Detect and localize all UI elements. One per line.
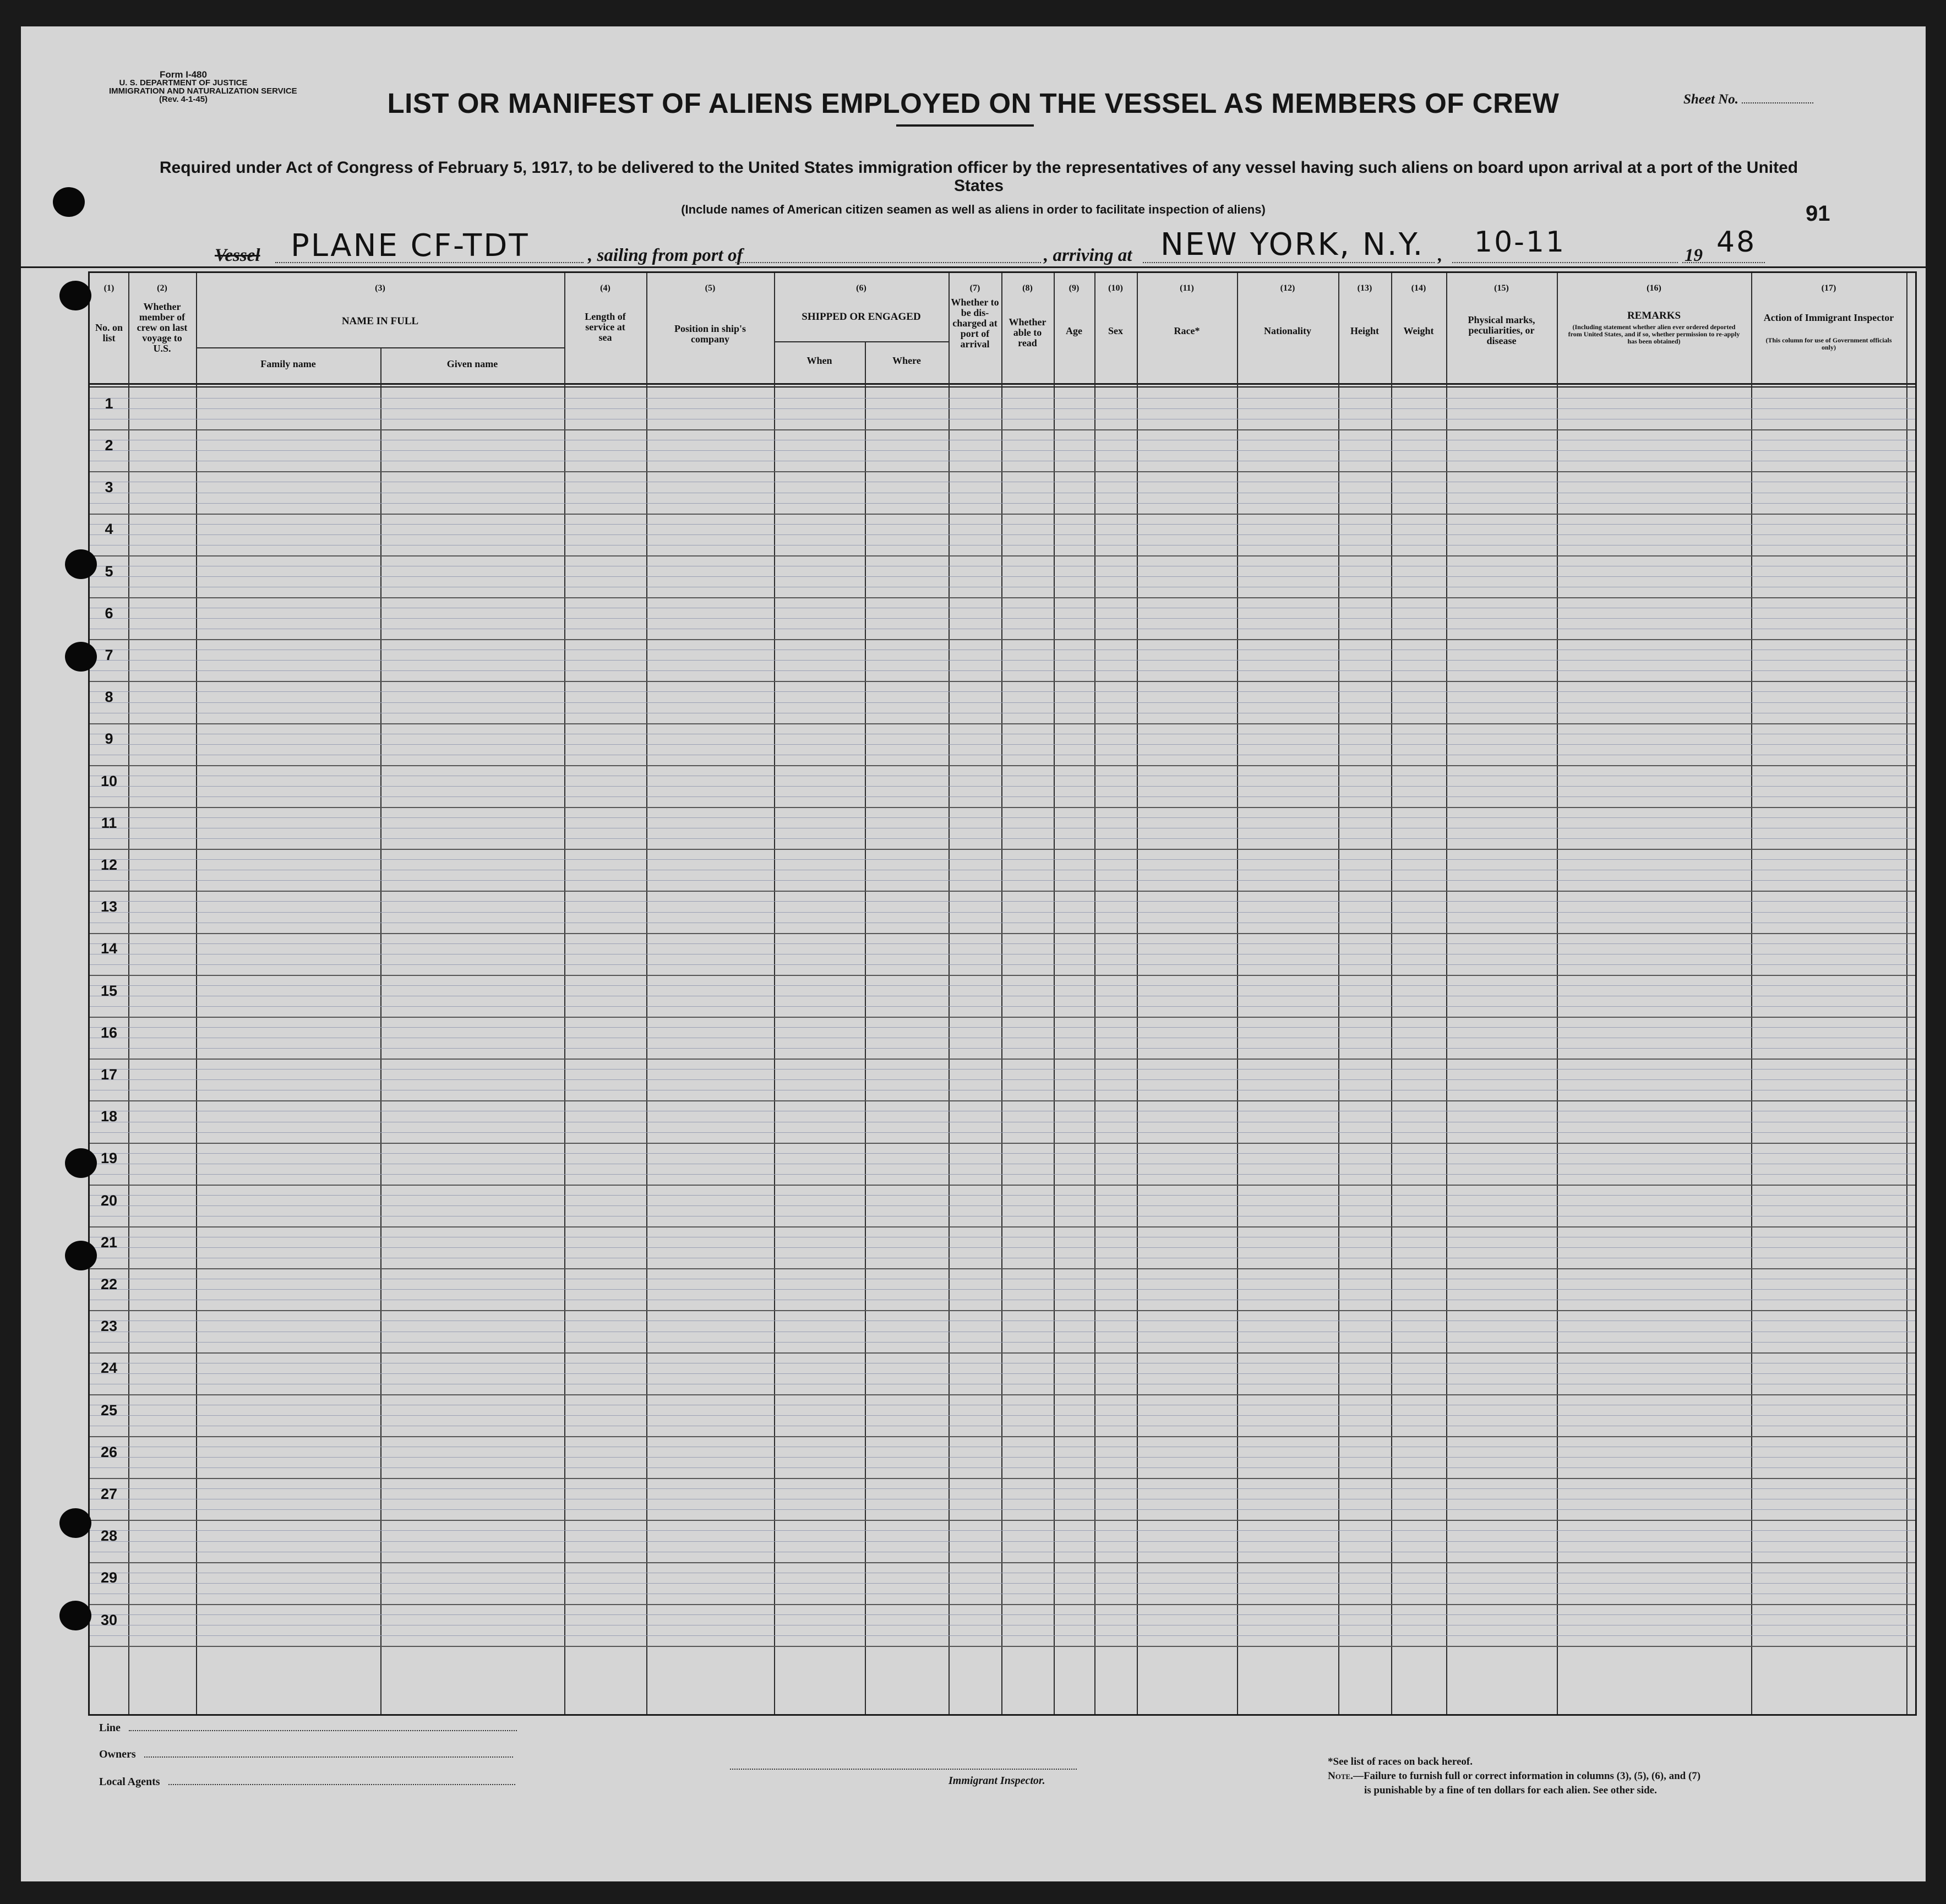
col8-label: Whether able to read xyxy=(1009,317,1046,348)
form-service: IMMIGRATION AND NATURALIZATION SERVICE xyxy=(109,86,297,96)
col-divider-12 xyxy=(1338,273,1339,1714)
row-number: 29 xyxy=(100,1569,118,1586)
row-rule xyxy=(90,1541,1915,1542)
row-rule xyxy=(90,975,1915,976)
row-number: 11 xyxy=(101,814,117,831)
row-rule xyxy=(90,1436,1915,1437)
owners-input[interactable] xyxy=(144,1755,513,1758)
col-divider-2 xyxy=(196,273,197,1714)
row-rule xyxy=(90,1488,1915,1489)
year-handwritten[interactable]: 48 xyxy=(1716,226,1757,259)
col8-number: (8) xyxy=(1022,283,1033,293)
col5-label: Position in ship's company xyxy=(674,323,746,345)
row-rule xyxy=(90,1143,1915,1144)
vessel-line xyxy=(21,226,1926,274)
col14-label: Weight xyxy=(1403,325,1434,336)
col-divider-6a xyxy=(865,342,866,1714)
row-rule xyxy=(90,576,1915,577)
row-number: 4 xyxy=(105,521,113,538)
row-rule xyxy=(90,1017,1915,1018)
include-note: (Include names of American citizen seamen as well as aliens in order to facilitate inspection of aliens) xyxy=(681,203,1266,216)
row-number: 24 xyxy=(100,1360,118,1377)
col12-label: Nationality xyxy=(1263,325,1311,336)
row-rule xyxy=(90,471,1915,472)
col3-number: (3) xyxy=(375,283,385,293)
race-note: *See list of races on back hereof. xyxy=(1328,1756,1473,1767)
comma: , xyxy=(1438,245,1443,265)
binder-hole xyxy=(53,187,85,217)
col-divider-9 xyxy=(1094,273,1095,1714)
row-rule xyxy=(90,660,1915,661)
row-rule xyxy=(90,744,1915,745)
row-rule xyxy=(90,786,1915,787)
col11-label: Race* xyxy=(1174,325,1200,336)
row-rule xyxy=(90,524,1915,525)
col-divider-7 xyxy=(1001,273,1002,1714)
row-number: 15 xyxy=(100,982,118,999)
row-rule xyxy=(90,534,1915,535)
binder-hole xyxy=(65,642,97,672)
row-rule xyxy=(90,1635,1915,1636)
row-rule xyxy=(90,450,1915,451)
row-rule xyxy=(90,723,1915,724)
row-rule xyxy=(90,1069,1915,1070)
when-header: When xyxy=(806,355,832,366)
row-rule xyxy=(90,597,1915,598)
col-divider-11 xyxy=(1237,273,1238,1714)
col-divider-4 xyxy=(646,273,647,1714)
row-number: 26 xyxy=(100,1443,118,1460)
row-rule xyxy=(90,849,1915,850)
owners-label: Owners xyxy=(99,1748,136,1760)
binder-hole xyxy=(65,549,97,579)
row-rule xyxy=(90,639,1915,640)
col17-sublabel: (This column for use of Government officials only) xyxy=(1765,336,1892,351)
row-rule xyxy=(90,1583,1915,1584)
row-rule xyxy=(90,1614,1915,1615)
agents-label: Local Agents xyxy=(99,1776,160,1788)
row-rule xyxy=(90,1394,1915,1395)
row-rule xyxy=(90,1079,1915,1080)
col-divider-6 xyxy=(949,273,950,1714)
col13-number: (13) xyxy=(1357,283,1372,293)
row-number: 1 xyxy=(105,395,113,412)
note-label: Note. xyxy=(1328,1770,1353,1782)
footer-line-field[interactable] xyxy=(99,1722,517,1734)
row-rule xyxy=(90,817,1915,818)
row-number: 9 xyxy=(105,730,113,748)
header-bottom-rule-2 xyxy=(90,386,1915,388)
row-rule xyxy=(90,1195,1915,1196)
row-rule xyxy=(90,1562,1915,1563)
requirement-statement: Required under Act of Congress of February 5, 1917, to be delivered to the United States immigration officer by the representatives of any vessel having such aliens on board upon arrival at a port of the United States xyxy=(159,159,1798,195)
col16-label: REMARKS xyxy=(1627,310,1681,321)
page-number: 91 xyxy=(1806,201,1830,226)
given-name-header: Given name xyxy=(446,358,498,369)
line-label: Line xyxy=(99,1722,121,1734)
row-number: 22 xyxy=(100,1275,118,1292)
inspector-signature-input[interactable] xyxy=(730,1767,1077,1770)
row-rule xyxy=(90,1478,1915,1479)
row-rule xyxy=(90,1153,1915,1154)
arriving-port-handwritten[interactable]: NEW YORK, N.Y. xyxy=(1160,227,1425,263)
row-rule xyxy=(90,859,1915,860)
col1-number: (1) xyxy=(103,283,115,293)
col17-label: Action of Immigrant Inspector xyxy=(1763,312,1894,323)
inspector-label: Immigrant Inspector. xyxy=(949,1775,1045,1787)
col4-number: (4) xyxy=(600,283,610,293)
row-number: 25 xyxy=(100,1401,118,1419)
row-rule xyxy=(90,681,1915,682)
col15-label: Physical marks, peculiarities, or disease xyxy=(1468,314,1535,346)
col-divider-3 xyxy=(564,273,565,1714)
row-number: 19 xyxy=(100,1150,118,1167)
row-rule xyxy=(90,1509,1915,1510)
row-rule xyxy=(90,1520,1915,1521)
binder-hole xyxy=(65,1241,97,1270)
penalty-note xyxy=(1328,1770,1700,1782)
col15-number: (15) xyxy=(1494,283,1509,293)
row-rule xyxy=(90,1604,1915,1605)
row-number: 30 xyxy=(100,1611,118,1628)
row-rule xyxy=(90,765,1915,766)
row-rule xyxy=(90,1342,1915,1343)
row-rule xyxy=(90,408,1915,409)
header-rule xyxy=(21,266,1926,268)
arriving-label: , arriving at xyxy=(1044,245,1132,265)
row-rule xyxy=(90,1174,1915,1175)
row-rule xyxy=(90,1289,1915,1290)
row-number: 7 xyxy=(105,646,113,663)
row-number: 16 xyxy=(100,1024,118,1041)
row-number: 23 xyxy=(100,1318,118,1335)
row-rule xyxy=(90,1226,1915,1227)
col1-label: No. on list xyxy=(95,322,123,343)
row-number: 20 xyxy=(100,1192,118,1209)
binder-hole xyxy=(65,1148,97,1178)
col-divider-14 xyxy=(1446,273,1447,1714)
row-rule xyxy=(90,1006,1915,1007)
row-rule xyxy=(90,838,1915,839)
manifest-sheet xyxy=(21,26,1926,1881)
row-rule xyxy=(90,1059,1915,1060)
row-rule xyxy=(90,691,1915,692)
row-rule xyxy=(90,1205,1915,1206)
row-rule xyxy=(90,503,1915,504)
row-rule xyxy=(90,429,1915,430)
page-title: LIST OR MANIFEST OF ALIENS EMPLOYED ON THE VESSEL AS MEMBERS OF CREW xyxy=(387,88,1560,119)
row-rule xyxy=(90,1310,1915,1311)
row-number: 2 xyxy=(105,437,113,454)
binder-hole xyxy=(59,281,91,310)
row-rule xyxy=(90,891,1915,892)
col3-label: NAME IN FULL xyxy=(341,315,419,327)
col7-number: (7) xyxy=(969,283,980,293)
col-divider-8 xyxy=(1054,273,1055,1714)
binder-hole xyxy=(59,1508,91,1538)
row-number: 12 xyxy=(100,856,118,873)
col9-label: Age xyxy=(1066,325,1082,336)
row-rule xyxy=(90,1027,1915,1028)
row-rule xyxy=(90,912,1915,913)
row-rule xyxy=(90,964,1915,965)
row-number: 8 xyxy=(105,689,113,706)
row-rule xyxy=(90,880,1915,881)
vessel-label: Vessel xyxy=(215,245,260,265)
row-rule xyxy=(90,670,1915,671)
date-handwritten[interactable]: 10-11 xyxy=(1474,226,1566,259)
col9-number: (9) xyxy=(1069,283,1080,293)
col13-label: Height xyxy=(1350,325,1379,336)
col-divider-17 xyxy=(1906,273,1907,1714)
row-rule xyxy=(90,901,1915,902)
row-number: 28 xyxy=(100,1527,118,1545)
shipped-subheader-rule xyxy=(774,341,949,342)
row-rule xyxy=(90,985,1915,986)
row-number: 21 xyxy=(100,1234,118,1251)
title-underline xyxy=(896,124,1034,127)
col5-number: (5) xyxy=(705,283,716,293)
row-rule xyxy=(90,1185,1915,1186)
row-number: 13 xyxy=(100,898,118,915)
col4-label: Length of service at sea xyxy=(585,311,626,343)
col16-sublabel: (Including statement whether alien ever ordered deported from United States, and if so, whether permission to re-apply has been obtained) xyxy=(1568,323,1740,345)
col-divider-15 xyxy=(1557,273,1558,1714)
where-header: Where xyxy=(892,355,921,366)
row-rule xyxy=(90,555,1915,557)
row-number: 27 xyxy=(100,1485,118,1502)
col10-label: Sex xyxy=(1108,325,1123,336)
sailing-port-field[interactable] xyxy=(735,261,1041,263)
row-rule xyxy=(90,1457,1915,1458)
row-rule xyxy=(90,1373,1915,1374)
form-number: Form I-480 xyxy=(160,69,207,80)
row-rule xyxy=(90,514,1915,515)
row-rule xyxy=(90,398,1915,399)
col11-number: (11) xyxy=(1180,283,1194,293)
col-divider-16 xyxy=(1751,273,1752,1714)
col10-number: (10) xyxy=(1108,283,1123,293)
row-number: 10 xyxy=(100,772,118,789)
note-text: —Failure to furnish full or correct information in columns (3), (5), (6), and (7) xyxy=(1353,1770,1701,1782)
name-subheader-rule xyxy=(196,347,564,348)
form-revision: (Rev. 4-1-45) xyxy=(159,95,208,104)
line-input[interactable] xyxy=(129,1729,517,1731)
col-divider-5 xyxy=(774,273,775,1714)
row-rule xyxy=(90,1467,1915,1468)
col-divider-10 xyxy=(1137,273,1138,1714)
row-number: 3 xyxy=(105,479,113,496)
inspector-signature-line[interactable] xyxy=(730,1760,1077,1773)
year-prefix: 19 xyxy=(1685,245,1703,265)
date-field-line xyxy=(1452,261,1678,263)
sailing-label: , sailing from port of xyxy=(588,245,743,265)
row-rule xyxy=(90,1268,1915,1269)
family-name-header: Family name xyxy=(260,358,316,369)
header-bottom-rule xyxy=(90,383,1915,385)
sheet-label: Sheet No. xyxy=(1683,92,1738,107)
row-number: 5 xyxy=(105,563,113,580)
col2-label: Whether member of crew on last voyage to U.S. xyxy=(137,301,188,354)
row-rule xyxy=(90,1247,1915,1248)
row-rule xyxy=(90,1352,1915,1354)
binder-hole xyxy=(59,1601,91,1630)
crew-manifest-table xyxy=(88,271,1917,1716)
col-divider-13 xyxy=(1391,273,1392,1714)
row-rule xyxy=(90,933,1915,934)
col12-number: (12) xyxy=(1280,283,1295,293)
agents-input[interactable] xyxy=(168,1783,515,1785)
penalty-note-2: is punishable by a fine of ten dollars for each alien. See other side. xyxy=(1364,1785,1657,1796)
col14-number: (14) xyxy=(1411,283,1426,293)
row-number: 17 xyxy=(100,1066,118,1083)
col7-label: Whether to be dis-charged at port of arrival xyxy=(951,297,999,350)
col6-number: (6) xyxy=(856,283,866,293)
row-number: 6 xyxy=(105,604,113,621)
row-rule xyxy=(90,1132,1915,1133)
col-divider-1 xyxy=(128,273,129,1714)
row-rule xyxy=(90,702,1915,703)
row-rule xyxy=(90,618,1915,619)
col6-label: SHIPPED OR ENGAGED xyxy=(802,311,921,323)
row-rule xyxy=(90,943,1915,944)
row-rule xyxy=(90,807,1915,808)
col17-number: (17) xyxy=(1821,283,1836,293)
row-rule xyxy=(90,1415,1915,1416)
form-department: U. S. DEPARTMENT OF JUSTICE xyxy=(119,78,248,88)
row-rule xyxy=(90,1100,1915,1101)
row-rule xyxy=(90,1530,1915,1531)
col2-number: (2) xyxy=(157,283,167,293)
row-number: 14 xyxy=(100,940,118,957)
footer-owners-field[interactable] xyxy=(99,1748,513,1761)
row-rule xyxy=(90,1048,1915,1049)
row-rule xyxy=(90,1646,1915,1647)
row-number: 18 xyxy=(100,1108,118,1125)
footer-agents-field[interactable] xyxy=(99,1776,515,1788)
vessel-name-handwritten[interactable]: PLANE CF-TDT xyxy=(291,228,530,264)
row-rule xyxy=(90,796,1915,797)
col16-number: (16) xyxy=(1647,283,1661,293)
